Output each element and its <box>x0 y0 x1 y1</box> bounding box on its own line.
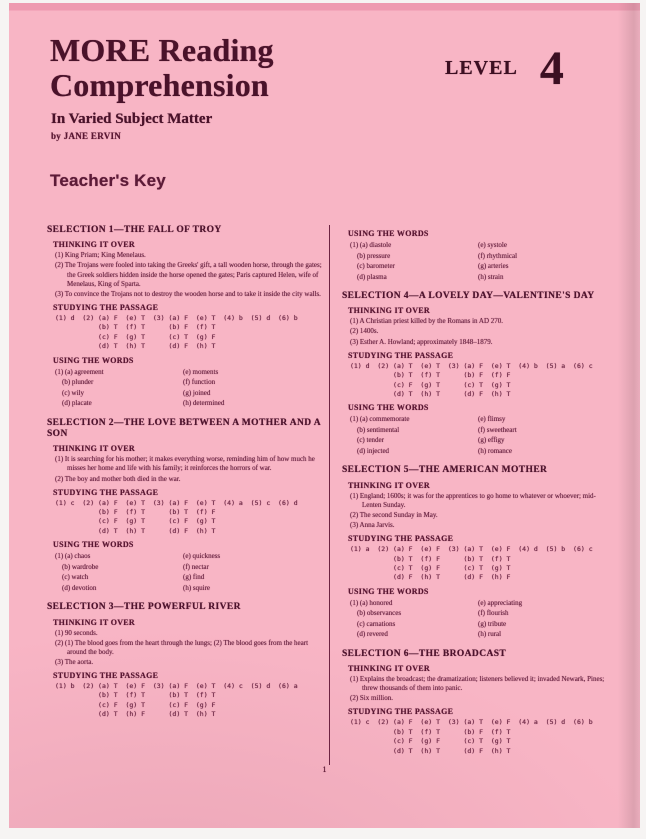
answer-key-section <box>342 649 613 756</box>
word-answer-row <box>55 572 327 583</box>
level-label: LEVEL <box>445 57 518 79</box>
word-answer-left: (1) (a) commemorate <box>349 415 410 424</box>
answer-key-section <box>342 465 613 639</box>
subsection-heading: STUDYING THE PASSAGE <box>53 302 159 312</box>
word-answer-left: (d) devotion <box>55 583 97 592</box>
word-answer-row <box>55 562 327 573</box>
word-answer-row <box>55 398 327 409</box>
word-answer-right: (f) sweetheart <box>477 425 517 434</box>
true-false-answer-row: (b) F (f) T (b) T (f) F <box>55 508 216 517</box>
selection-title: SELECTION 5—THE AMERICAN MOTHER <box>341 465 548 476</box>
answer-item: (3) The aorta. <box>55 657 94 666</box>
word-answer-row <box>350 435 613 446</box>
subsection-heading: THINKING IT OVER <box>347 480 430 490</box>
answer-item: (3) To convince the Trojans not to destroy the wooden horse and to take it inside the city walls. <box>55 289 321 298</box>
word-answer-row <box>55 388 327 399</box>
answer-item: (2) The Trojans were fooled into taking the Greeks' gift, a tall wooden horse, through the gates; the Greek soldiers hidden inside the horse opened the gates; Paris captured Helen, wife of Menelaus, King of Sparta. <box>55 261 322 288</box>
word-answer-row <box>350 414 613 425</box>
true-false-answer-row: (1) a (2) (a) F (e) F (3) (a) T (e) F (4) d (5) b (6) c <box>349 545 593 554</box>
level-badge <box>445 42 564 95</box>
word-answer-right: (e) quickness <box>183 552 221 561</box>
true-false-answer-row: (1) b (2) (a) T (e) F (3) (a) F (e) T (4) c (5) d (6) a <box>55 682 298 691</box>
word-answer-row <box>350 425 613 436</box>
word-answer-right: (e) appreciating <box>477 598 523 607</box>
word-answer-row <box>350 251 613 262</box>
answer-item: (2) 1400s. <box>349 327 379 336</box>
word-answer-left: (b) wardrobe <box>55 562 99 571</box>
word-answer-right: (h) strain <box>477 272 504 281</box>
word-answer-left: (b) observances <box>349 609 402 618</box>
word-answer-left: (b) plunder <box>55 378 94 387</box>
subsection-heading: STUDYING THE PASSAGE <box>53 671 159 681</box>
word-answer-row <box>350 629 613 640</box>
answer-item: (1) A Christian priest killed by the Romans in AD 270. <box>349 317 504 326</box>
subsection-heading: THINKING IT OVER <box>53 444 136 454</box>
word-answer-right: (g) joined <box>183 388 211 397</box>
word-answer-left: (c) wily <box>55 388 84 397</box>
word-answer-left: (1) (a) chaos <box>55 552 91 561</box>
word-answer-right: (h) romance <box>477 446 512 455</box>
book-title <box>50 33 274 103</box>
word-answer-right: (h) squire <box>183 583 211 592</box>
answer-key-column-left <box>47 225 327 777</box>
answer-item: (2) Six million. <box>349 694 393 703</box>
word-answer-right: (f) nectar <box>183 562 209 571</box>
true-false-answer-row: (c) F (g) F (c) T (g) T <box>349 737 511 746</box>
word-answer-right: (g) effigy <box>477 436 505 445</box>
true-false-answer-row: (b) T (f) T (b) F (f) F <box>349 371 511 380</box>
word-answer-left: (d) plasma <box>349 272 387 281</box>
word-answer-row <box>350 261 613 272</box>
true-false-answer-row: (d) T (h) T (d) F (h) T <box>349 746 511 755</box>
true-false-answer-row: (d) T (h) T (d) F (h) T <box>55 342 216 351</box>
answer-item: (1) It is searching for his mother; it makes everything worse, reminding him of how much he misses her home and life with his family; it reinforces the horrors of war. <box>55 455 315 473</box>
word-answer-row <box>350 619 613 630</box>
true-false-answer-row: (1) d (2) (a) F (e) T (3) (a) F (e) T (4) b (5) d (6) b <box>55 313 298 322</box>
subsection-heading: USING THE WORDS <box>53 540 134 550</box>
book-title-line1: MORE Reading <box>50 32 274 68</box>
author-byline: by JANE ERVIN <box>51 131 122 141</box>
subsection-heading: STUDYING THE PASSAGE <box>347 534 454 544</box>
word-answer-right: (h) rural <box>477 630 502 639</box>
answer-key-section <box>47 602 327 719</box>
answer-item: (3) Esther A. Howland; approximately 1848–1879. <box>349 337 493 346</box>
word-answer-left: (d) revered <box>349 630 388 639</box>
word-answer-left: (c) carnations <box>349 619 396 628</box>
answer-key-section <box>342 291 613 456</box>
word-answer-row <box>55 583 327 594</box>
subsection-heading: STUDYING THE PASSAGE <box>347 350 454 360</box>
word-answer-row <box>350 272 613 283</box>
answer-key-columns <box>47 225 613 777</box>
word-answer-left: (d) placate <box>55 399 92 408</box>
true-false-answer-row: (c) T (g) F (c) T (g) T <box>349 563 511 572</box>
selection-title: SELECTION 4—A LOVELY DAY—VALENTINE'S DAY <box>341 291 595 301</box>
word-answer-left: (1) (a) honored <box>349 598 393 607</box>
subsection-heading: STUDYING THE PASSAGE <box>347 707 454 717</box>
answer-item: (1) Explains the broadcast; the dramatization; listeners believed it; invaded Newark, Pines; threw thousands of them into panic. <box>349 675 605 693</box>
word-answer-left: (1) (a) agreement <box>55 367 104 376</box>
page-number: 1 <box>322 765 327 774</box>
word-answer-right: (e) systole <box>477 241 507 249</box>
word-answer-right: (g) tribute <box>477 619 507 628</box>
word-answer-row <box>55 551 327 562</box>
subsection-heading: USING THE WORDS <box>347 586 429 596</box>
subsection-heading: THINKING IT OVER <box>347 306 430 316</box>
word-answer-row <box>350 608 613 619</box>
book-title-line2: Comprehension <box>50 67 269 103</box>
book-subtitle: In Varied Subject Matter <box>51 111 213 127</box>
level-number: 4 <box>539 42 564 95</box>
word-answer-left: (b) sentimental <box>349 425 400 434</box>
answer-key-section <box>342 229 613 282</box>
true-false-answer-row: (1) d (2) (a) T (e) T (3) (a) F (e) T (4) b (5) a (6) c <box>349 361 593 370</box>
word-answer-right: (f) rhythmical <box>477 251 518 260</box>
true-false-answer-row: (c) F (g) T (c) T (g) F <box>55 332 216 341</box>
true-false-answer-row: (c) F (g) T (c) F (g) F <box>55 700 216 709</box>
word-answer-right: (e) moments <box>183 367 219 376</box>
word-answer-right: (f) function <box>183 378 216 387</box>
teachers-key-page <box>9 3 640 828</box>
answer-item: (1) King Priam; King Menelaus. <box>55 251 146 260</box>
true-false-answer-row: (d) T (h) T (d) F (h) T <box>55 526 216 535</box>
word-answer-left: (d) injected <box>349 446 390 455</box>
selection-title: SELECTION 1—THE FALL OF TROY <box>47 225 222 235</box>
subsection-heading: USING THE WORDS <box>347 403 429 413</box>
word-answer-row <box>350 598 613 609</box>
answer-key-column-right <box>330 225 613 777</box>
word-answer-right: (e) flimsy <box>477 415 506 424</box>
subsection-heading: THINKING IT OVER <box>53 240 136 250</box>
true-false-answer-row: (c) F (g) T (c) F (g) T <box>55 517 216 526</box>
word-answer-right: (g) find <box>183 573 205 582</box>
subsection-heading: USING THE WORDS <box>347 229 429 238</box>
true-false-answer-row: (c) F (g) T (c) T (g) T <box>349 380 511 389</box>
word-answer-row <box>350 240 613 251</box>
answer-item: (3) Anna Jarvis. <box>349 521 395 530</box>
answer-item: (1) England; 1600s; it was for the apprentices to go home to whatever or whoever; mid-Lenten Sunday. <box>349 491 596 509</box>
word-answer-right: (h) determined <box>183 399 225 408</box>
subsection-heading: THINKING IT OVER <box>53 617 136 627</box>
answer-item: (2) (1) The blood goes from the heart through the lungs; (2) The blood goes from the heart around the body. <box>55 638 309 656</box>
teachers-key-heading: Teacher's Key <box>50 171 166 190</box>
answer-item: (1) 90 seconds. <box>55 628 98 637</box>
true-false-answer-row: (1) c (2) (a) F (e) T (3) (a) T (e) F (4) a (5) d (6) b <box>349 718 593 727</box>
true-false-answer-row: (d) F (h) T (d) F (h) F <box>349 573 511 582</box>
selection-title: SELECTION 3—THE POWERFUL RIVER <box>47 602 241 613</box>
true-false-answer-row: (b) T (f) T (b) T (f) T <box>55 691 216 700</box>
answer-key-section <box>47 225 327 409</box>
word-answer-row <box>350 446 613 457</box>
word-answer-left: (c) watch <box>55 573 89 582</box>
word-answer-row <box>55 367 327 378</box>
subsection-heading: USING THE WORDS <box>53 355 134 365</box>
true-false-answer-row: (b) T (f) T (b) F (f) T <box>55 323 216 332</box>
word-answer-left: (c) tender <box>349 436 384 445</box>
answer-item: (2) The boy and mother both died in the war. <box>55 474 181 483</box>
word-answer-left: (1) (a) diastole <box>349 241 392 249</box>
word-answer-right: (f) flourish <box>477 609 509 618</box>
true-false-answer-row: (d) T (h) F (d) T (h) T <box>55 710 216 719</box>
true-false-answer-row: (d) T (h) T (d) F (h) T <box>349 389 511 398</box>
word-answer-right: (g) arteries <box>477 262 509 270</box>
word-answer-left: (b) pressure <box>349 251 391 260</box>
true-false-answer-row: (1) c (2) (a) F (e) T (3) (a) F (e) T (4) a (5) c (6) d <box>55 498 298 507</box>
selection-title: SELECTION 6—THE BROADCAST <box>341 648 507 659</box>
answer-item: (2) The second Sunday in May. <box>349 510 438 519</box>
subsection-heading: THINKING IT OVER <box>347 664 430 674</box>
true-false-answer-row: (b) T (f) F (b) T (f) T <box>349 554 511 563</box>
true-false-answer-row: (b) T (f) T (b) F (f) T <box>349 727 511 736</box>
subsection-heading: STUDYING THE PASSAGE <box>53 487 159 497</box>
answer-key-section <box>47 418 327 594</box>
word-answer-row <box>55 377 327 388</box>
selection-title: SELECTION 2—THE LOVE BETWEEN A MOTHER AND A SON <box>47 417 321 439</box>
word-answer-left: (c) barometer <box>349 262 395 270</box>
